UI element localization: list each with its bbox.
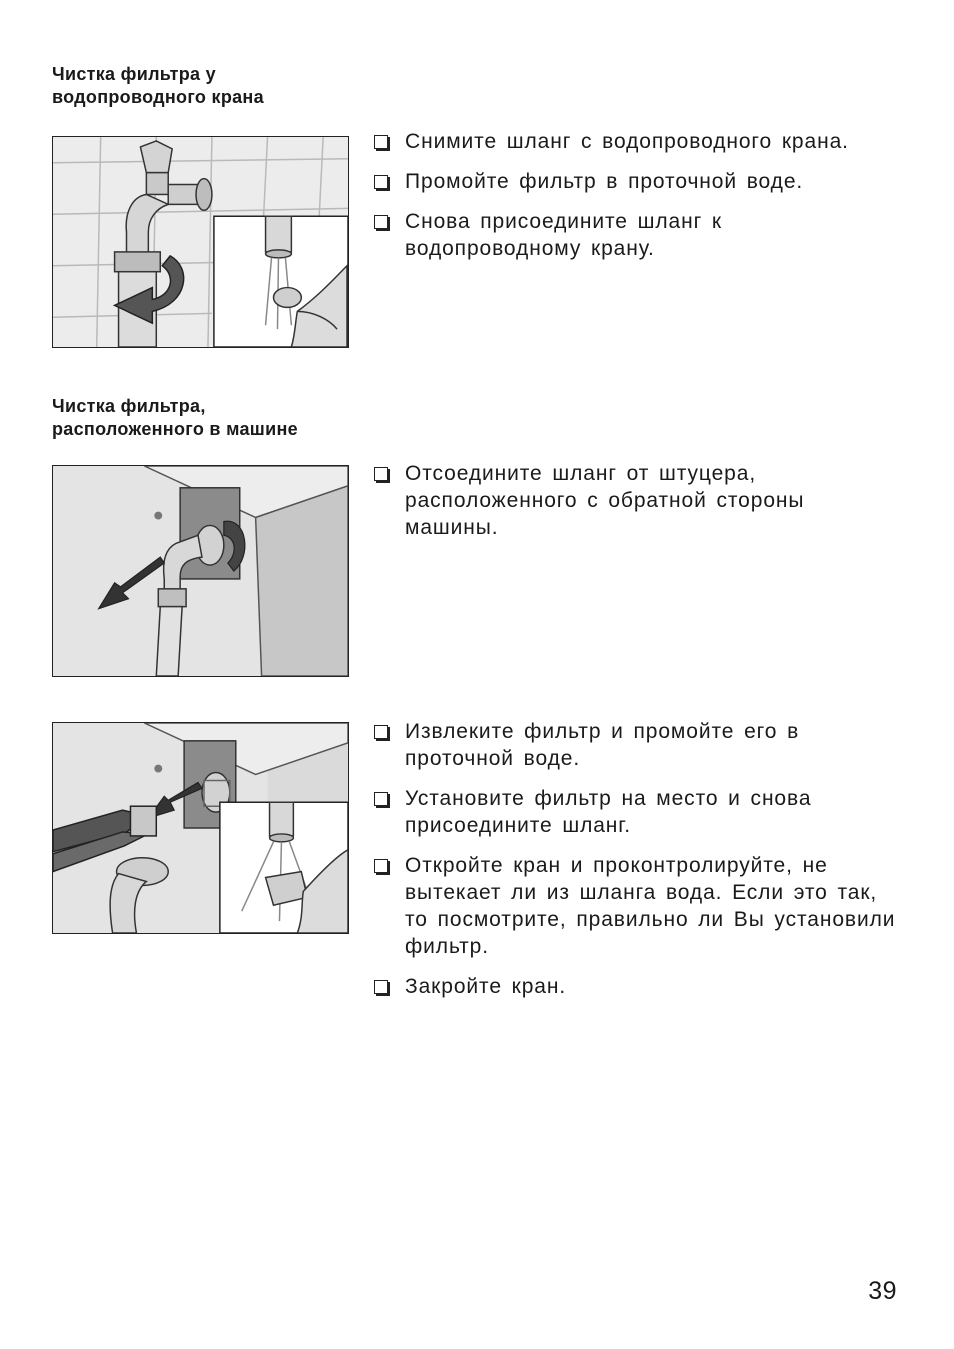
steps-list-tap — [372, 128, 892, 275]
checkbox-icon — [374, 792, 388, 806]
checkbox-icon — [374, 215, 388, 229]
checkbox-icon — [374, 175, 388, 189]
list-item: Отсоедините шланг от штуцера, расположенного с обратной стороны машины. — [372, 460, 875, 541]
illustration-machine-hose-removal — [52, 465, 349, 677]
heading-line: водопроводного крана — [52, 87, 264, 107]
illustration-filter-extraction — [52, 722, 349, 934]
checkbox-icon — [374, 725, 388, 739]
section-heading-machine-filter — [52, 395, 298, 441]
list-item: Закройте кран. — [372, 973, 892, 1000]
section-heading-tap-filter — [52, 63, 264, 109]
list-item: Снова присоедините шланг к водопроводному крану. — [372, 208, 785, 262]
list-item: Извлеките фильтр и промойте его в проточной воде. — [372, 718, 875, 772]
illustration-tap-hose-removal — [52, 136, 349, 348]
steps-list-machine — [372, 460, 892, 554]
heading-line: Чистка фильтра, — [52, 396, 206, 416]
steps-list-filter — [372, 718, 896, 1013]
page-number: 39 — [868, 1277, 897, 1305]
checkbox-icon — [374, 980, 388, 994]
list-item: Установите фильтр на место и снова присоедините шланг. — [372, 785, 875, 839]
heading-line: расположенного в машине — [52, 419, 298, 439]
list-item: Промойте фильтр в проточной воде. — [372, 168, 892, 195]
list-item: Откройте кран и проконтролируйте, не вытекает ли из шланга вода. Если это так, то посмотрите, правильно ли Вы установили фильтр. — [372, 852, 905, 960]
heading-line: Чистка фильтра у — [52, 64, 216, 84]
list-item: Снимите шланг с водопроводного крана. — [372, 128, 892, 155]
checkbox-icon — [374, 859, 388, 873]
checkbox-icon — [374, 467, 388, 481]
checkbox-icon — [374, 135, 388, 149]
